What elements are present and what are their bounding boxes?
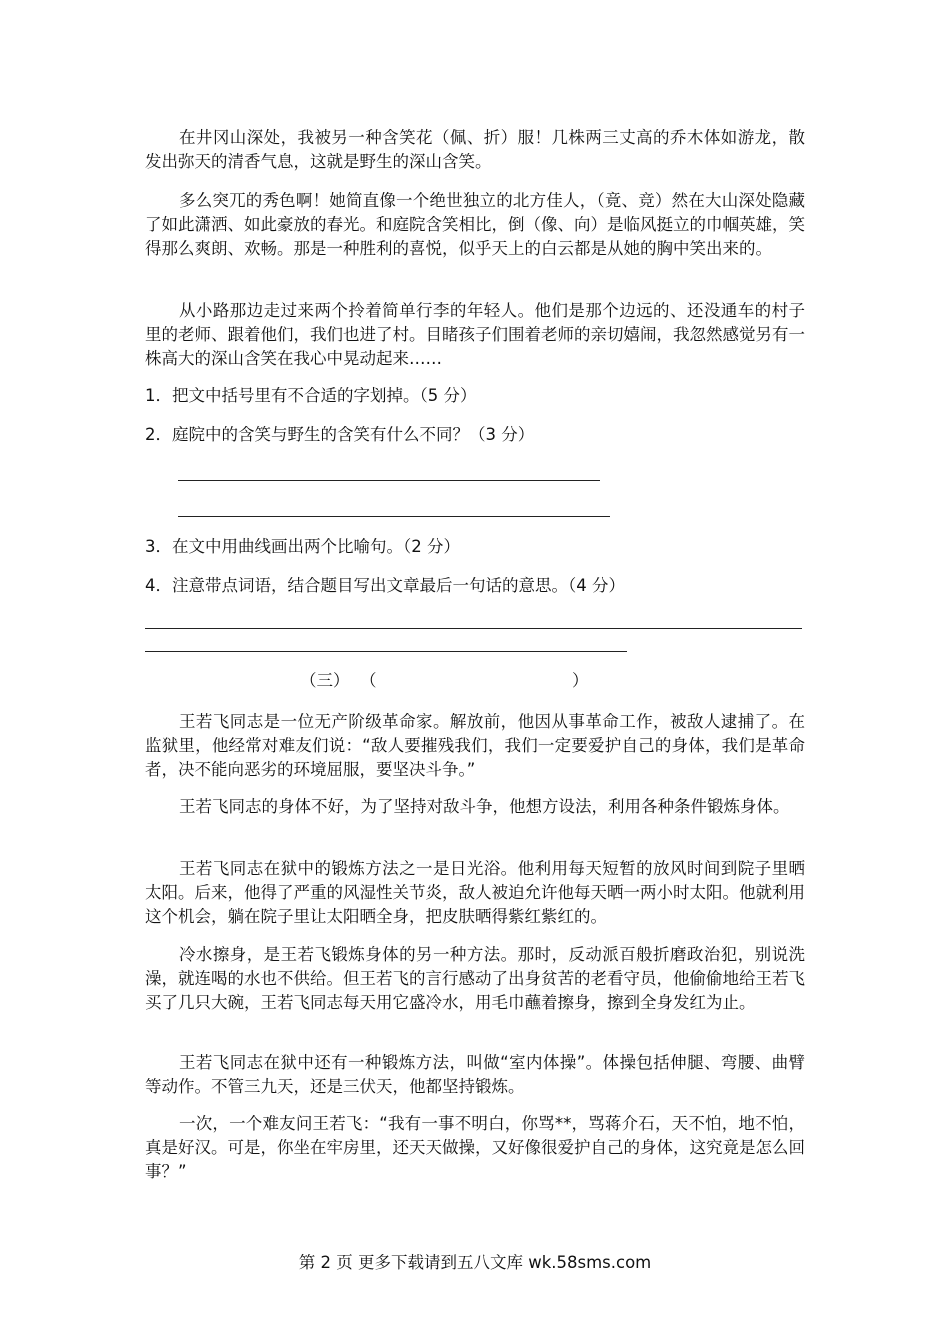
passage-paragraph: 王若飞同志在狱中还有一种锻炼方法，叫做“室内体操”。体操包括伸腿、弯腰、曲臂等动作。不管三九天，还是三伏天，他都坚持锻炼。 [145,1053,805,1096]
passage-paragraph: 王若飞同志是一位无产阶级革命家。解放前，他因从事革命工作，被敌人逮捕了。在监狱里，他经常对难友们说：“敌人要摧残我们，我们一定要爱护自己的身体，我们是革命者，决不能向恶劣的环境屈服，要坚决斗争。” [145,712,805,779]
question-3: 3．在文中用曲线画出两个比喻句。（2 分） [145,537,460,556]
page-footer: 第 2 页 更多下载请到五八文库 wk.58sms.com [298,1253,652,1272]
section-number: （三） [300,671,350,690]
answer-line [145,628,802,629]
passage-paragraph: 冷水擦身，是王若飞锻炼身体的另一种方法。那时，反动派百般折磨政治犯，别说洗澡，就连喝的水也不供给。但王若飞的言行感动了出身贫苦的老看守员，他偷偷地给王若飞买了几只大碗，王若飞同志每天用它盛冷水，用毛巾蘸着擦身，擦到全身发红为止。 [145,945,805,1012]
title-blank-right-paren: ） [572,671,589,690]
question-4: 4．注意带点词语，结合题目写出文章最后一句话的意思。（4 分） [145,576,625,595]
answer-line [178,516,610,517]
answer-line [145,651,627,652]
question-1: 1．把文中括号里有不合适的字划掉。（5 分） [145,386,477,405]
passage-paragraph: 王若飞同志在狱中的锻炼方法之一是日光浴。他利用每天短暂的放风时间到院子里晒太阳。后来，他得了严重的风湿性关节炎，敌人被迫允许他每天晒一两小时太阳。他就利用这个机会，躺在院子里让太阳晒全身，把皮肤晒得紫红紫红的。 [145,859,805,926]
answer-line [178,480,600,481]
title-blank-left-paren: （ [360,671,377,690]
passage-paragraph: 多么突兀的秀色啊！她简直像一个绝世独立的北方佳人，（竟、竞）然在大山深处隐藏了如此潇洒、如此豪放的春光。和庭院含笑相比，倒（像、向）是临风挺立的巾帼英雄，笑得那么爽朗、欢畅。那是一种胜利的喜悦，似乎天上的白云都是从她的胸中笑出来的。 [145,191,805,258]
passage-paragraph: 在井冈山深处，我被另一种含笑花（佩、折）服！几株两三丈高的乔木体如游龙，散发出弥天的清香气息，这就是野生的深山含笑。 [145,128,805,171]
question-2: 2．庭院中的含笑与野生的含笑有什么不同？（3 分） [145,425,535,444]
passage-paragraph: 一次，一个难友问王若飞：“我有一事不明白，你骂**，骂蒋介石，天不怕，地不怕，真是好汉。可是，你坐在牢房里，还天天做操，又好像很爱护自己的身体，这究竟是怎么回事？” [145,1114,805,1181]
passage-paragraph: 从小路那边走过来两个拎着简单行李的年轻人。他们是那个边远的、还没通车的村子里的老师、跟着他们，我们也进了村。目睹孩子们围着老师的亲切嬉闹，我忽然感觉另有一株高大的深山含笑在我心中晃动起来…… [145,301,805,368]
passage-paragraph: 王若飞同志的身体不好，为了坚持对敌斗争，他想方设法，利用各种条件锻炼身体。 [179,797,790,816]
